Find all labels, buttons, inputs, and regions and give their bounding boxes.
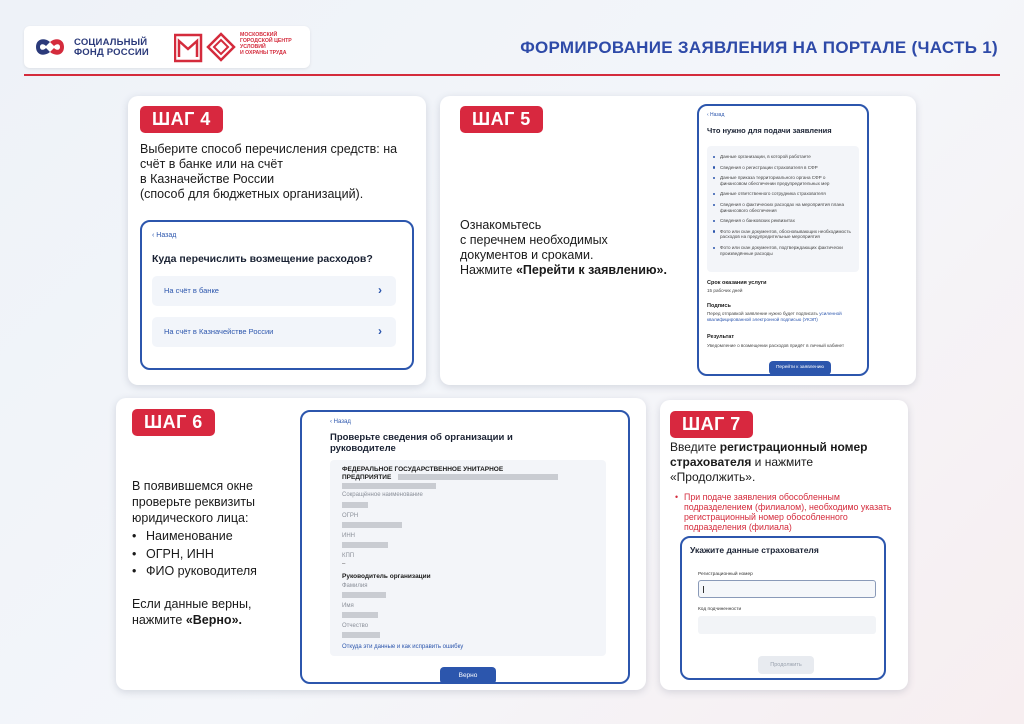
list-item: Сведения о фактических расходах на мероприятия плана финансового обеспечения bbox=[713, 202, 853, 213]
check-title-line2: руководителе bbox=[330, 443, 396, 454]
option-bank-label: На счёт в банке bbox=[164, 286, 219, 295]
kpp-value: – bbox=[342, 561, 346, 567]
list-item: Фото или скан документов, подтверждающих фактически произведённые расходы bbox=[713, 245, 853, 256]
redacted-bar bbox=[342, 542, 388, 548]
term-text: 15 рабочих дней bbox=[707, 288, 743, 293]
ogrn-label: ОГРН bbox=[342, 513, 359, 519]
surname-label: Фамилия bbox=[342, 583, 368, 589]
logos-panel bbox=[24, 26, 310, 68]
list-item: Сведения о регистрации страхователя в СФР bbox=[713, 165, 853, 171]
redacted-bar bbox=[342, 483, 436, 489]
step6-after-text bbox=[132, 596, 292, 628]
step6-after-line2 bbox=[132, 612, 292, 628]
step5-text-line2: с перечнем необходимых bbox=[460, 233, 608, 247]
step5-text-line3: документов и сроками. bbox=[460, 248, 594, 262]
step5-phone bbox=[697, 104, 869, 376]
continue-button[interactable]: Продолжить bbox=[758, 656, 814, 674]
step7-text-line1 bbox=[670, 440, 900, 455]
page-header bbox=[0, 0, 1024, 78]
page-title: ФОРМИРОВАНИЕ ЗАЯВЛЕНИЯ НА ПОРТАЛЕ (ЧАСТЬ 1) bbox=[520, 38, 998, 57]
mgc-logo-icon bbox=[174, 31, 236, 63]
mgc-line3: УСЛОВИЙ bbox=[240, 44, 266, 50]
mgc-line1: МОСКОВСКИЙ bbox=[240, 32, 278, 38]
org-name-line1: ФЕДЕРАЛЬНОЕ ГОСУДАРСТВЕННОЕ УНИТАРНОЕ bbox=[342, 466, 504, 473]
list-item: Сведения о банковских реквизитах bbox=[713, 218, 853, 224]
step7-line2-bold: страхователя bbox=[670, 455, 752, 469]
patronymic-label: Отчество bbox=[342, 623, 369, 629]
head-heading: Руководитель организации bbox=[342, 573, 431, 580]
signature-text bbox=[707, 311, 863, 322]
chevron-right-icon: › bbox=[378, 324, 382, 338]
mgc-logo-text bbox=[240, 32, 310, 56]
branch-note: • При подаче заявления обособленным подразделением (филиалом), необходимо указать регистрационный номер обособленного подразделения (филиала) bbox=[684, 492, 896, 532]
go-to-application-button[interactable]: Перейти к заявлению bbox=[769, 361, 831, 375]
check-title-line1: Проверьте сведения об организации и bbox=[330, 432, 513, 443]
list-item: Данные ответственного сотрудника страхователя bbox=[713, 191, 853, 197]
step6-text-line3: юридического лица: bbox=[132, 511, 249, 525]
signature-heading: Подпись bbox=[707, 303, 731, 309]
step7-text bbox=[670, 440, 900, 485]
option-treasury-label: На счёт в Казначействе России bbox=[164, 327, 274, 336]
reg-number-input[interactable] bbox=[698, 580, 876, 598]
step7-line2-plain: и нажмите bbox=[751, 455, 814, 469]
step5-text-line4 bbox=[460, 263, 670, 278]
step6-badge: ШАГ 6 bbox=[132, 409, 215, 436]
step4-phone bbox=[140, 220, 414, 370]
step5-text bbox=[460, 218, 670, 278]
step7-badge: ШАГ 7 bbox=[670, 411, 753, 438]
inn-label: ИНН bbox=[342, 533, 355, 539]
step4-text-line3: в Казначействе России bbox=[140, 172, 275, 186]
result-text: Уведомление о возмещении расходов придёт в личный кабинет bbox=[707, 343, 845, 348]
list-item: Данные приказа территориального органа СФР о финансовом обеспечении предупредительных мер bbox=[713, 175, 853, 186]
reg-number-label: Регистрационный номер bbox=[698, 572, 753, 577]
list-item: • Наименование bbox=[132, 528, 257, 546]
step6-text-line2: проверьте реквизиты bbox=[132, 495, 256, 509]
redacted-bar bbox=[342, 632, 380, 638]
step7-phone bbox=[680, 536, 886, 680]
step5-text-line4-plain: Нажмите bbox=[460, 263, 516, 277]
list-item: • ФИО руководителя bbox=[132, 563, 257, 581]
name-label: Имя bbox=[342, 603, 354, 609]
step6-after-line1: Если данные верны, bbox=[132, 597, 252, 611]
result-heading: Результат bbox=[707, 334, 735, 340]
requisites-list bbox=[132, 528, 257, 581]
step6-after-bold: «Верно». bbox=[185, 613, 242, 627]
chevron-right-icon: › bbox=[378, 283, 382, 297]
data-source-link[interactable]: Откуда эти данные и как исправить ошибку bbox=[342, 644, 464, 650]
step4-badge: ШАГ 4 bbox=[140, 106, 223, 133]
kpp-label: КПП bbox=[342, 553, 355, 559]
requirements-title: Что нужно для подачи заявления bbox=[707, 126, 832, 135]
back-link[interactable]: ‹ Назад bbox=[707, 112, 725, 118]
step4-text-line4: (способ для бюджетных организаций). bbox=[140, 187, 364, 201]
redacted-bar bbox=[398, 474, 558, 480]
requirements-list bbox=[713, 154, 853, 256]
step4-text bbox=[140, 142, 420, 202]
subordination-code-input[interactable] bbox=[698, 616, 876, 634]
term-heading: Срок оказания услуги bbox=[707, 280, 767, 286]
subordination-code-label: Код подчиненности bbox=[698, 607, 742, 612]
organization-panel bbox=[330, 460, 606, 656]
mgc-line2: ГОРОДСКОЙ ЦЕНТР bbox=[240, 38, 292, 44]
redacted-bar bbox=[342, 522, 402, 528]
step6-after-plain: нажмите bbox=[132, 613, 186, 627]
step6-text-line1: В появившемся окне bbox=[132, 479, 253, 493]
step7-text-line3: «Продолжить». bbox=[670, 470, 756, 484]
text-cursor bbox=[703, 586, 704, 593]
payment-question: Куда перечислить возмещение расходов? bbox=[152, 253, 373, 265]
step7-line1-bold: регистрационный номер bbox=[719, 440, 868, 454]
option-bank-account[interactable] bbox=[152, 276, 396, 306]
redacted-bar bbox=[342, 502, 368, 508]
step4-text-line2: счёт в банке или на счёт bbox=[140, 157, 284, 171]
list-item: • ОГРН, ИНН bbox=[132, 546, 257, 564]
sfr-line2: ФОНД РОССИИ bbox=[74, 47, 149, 58]
back-link[interactable]: ‹ Назад bbox=[330, 419, 351, 425]
signature-text-plain: Перед отправкой заявление нужно будет подписать bbox=[707, 311, 820, 316]
requirements-panel bbox=[707, 146, 859, 272]
sfr-line1: СОЦИАЛЬНЫЙ bbox=[74, 37, 148, 48]
step5-text-line1: Ознакомьтесь bbox=[460, 218, 542, 232]
insurer-data-title: Укажите данные страхователя bbox=[690, 545, 819, 555]
step5-text-line4-bold: «Перейти к заявлению». bbox=[515, 263, 667, 277]
step5-badge: ШАГ 5 bbox=[460, 106, 543, 133]
short-name-label: Сокращённое наименование bbox=[342, 492, 423, 498]
step6-text bbox=[132, 478, 292, 526]
check-title bbox=[330, 432, 513, 454]
step7-text-line2 bbox=[670, 455, 900, 470]
step6-phone bbox=[300, 410, 630, 684]
list-item: Данные организации, в которой работаете bbox=[713, 154, 853, 160]
back-link[interactable]: ‹ Назад bbox=[152, 232, 177, 239]
redacted-bar bbox=[342, 592, 386, 598]
org-name-line2: ПРЕДПРИЯТИЕ bbox=[342, 474, 392, 481]
step4-text-line1: Выберите способ перечисления средств: на bbox=[140, 142, 398, 156]
mgc-line4: И ОХРАНЫ ТРУДА bbox=[240, 50, 287, 56]
sfr-logo-text bbox=[74, 38, 149, 58]
step7-line1-plain: Введите bbox=[670, 440, 720, 454]
signature-link[interactable]: усиленной квалифицированной электронной подписью (УКЭП) bbox=[707, 311, 842, 322]
header-divider bbox=[24, 74, 1000, 76]
sfr-logo-icon bbox=[32, 33, 68, 61]
option-treasury-account[interactable] bbox=[152, 317, 396, 347]
correct-button[interactable]: Верно bbox=[440, 667, 496, 684]
list-item: Фото или скан документов, обосновывающих необходимость расходов на предупредительные мероприятия bbox=[713, 229, 853, 240]
redacted-bar bbox=[342, 612, 378, 618]
